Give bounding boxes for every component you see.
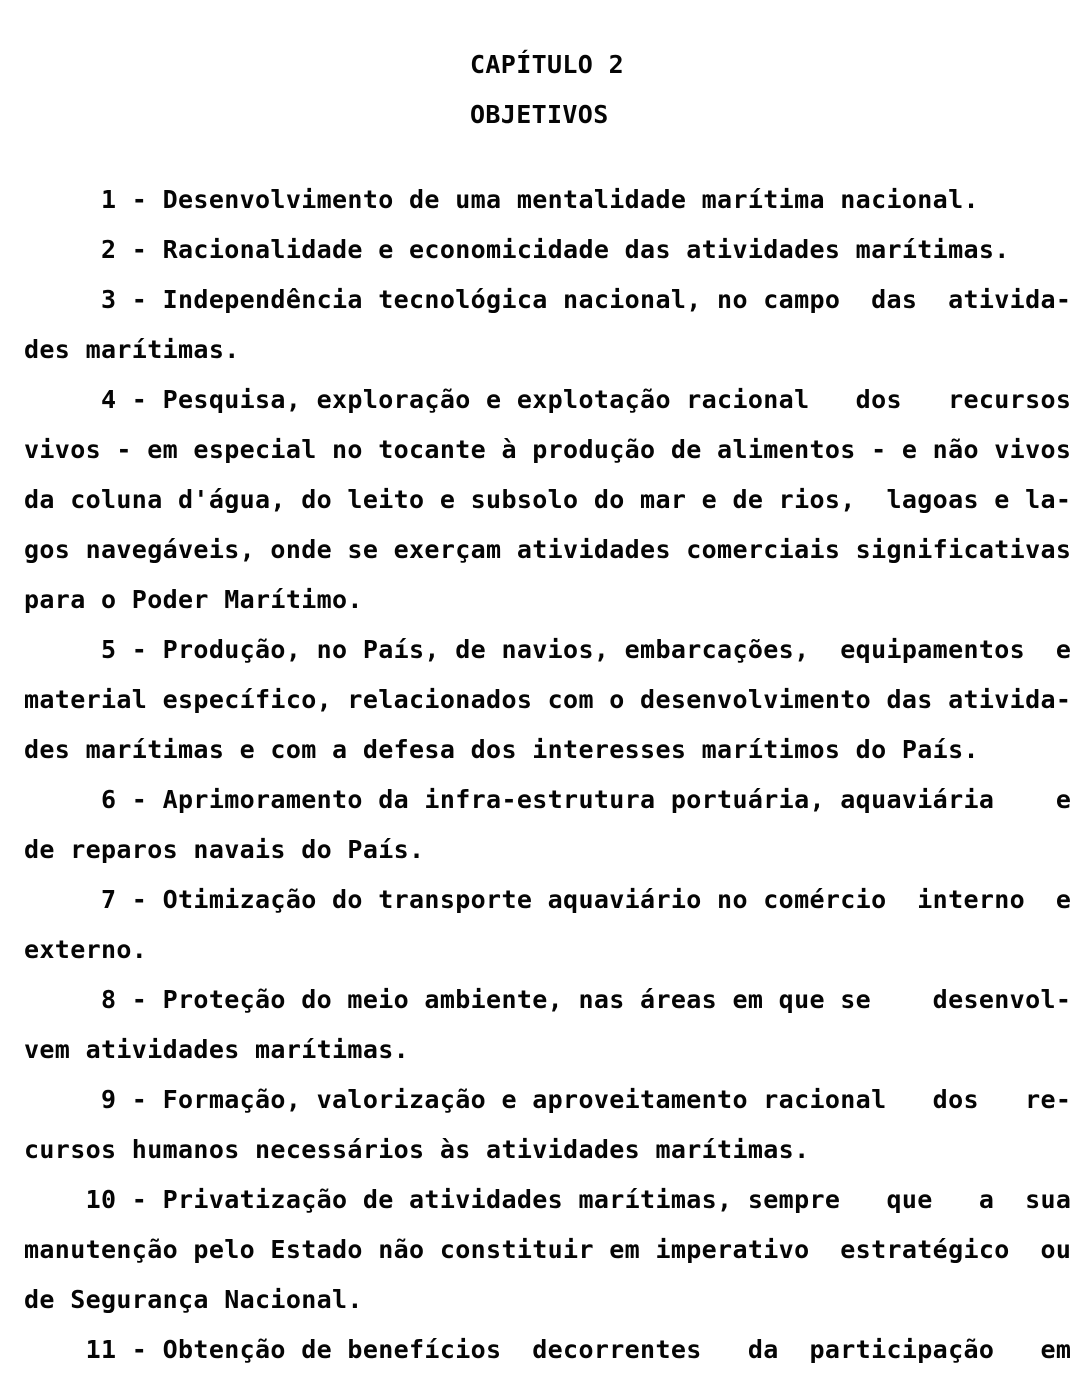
body-line-11: material específico, relacionados com o desenvolvimento das ativida- [24, 685, 1072, 714]
body-line-04: des marítimas. [24, 335, 240, 364]
body-line-23: de Segurança Nacional. [24, 1285, 363, 1314]
body-line-21: 10 - Privatização de atividades marítimas, sempre que a sua [24, 1185, 1072, 1214]
body-line-09: para o Poder Marítimo. [24, 585, 363, 614]
body-line-06: vivos - em especial no tocante à produção de alimentos - e não vivos [24, 435, 1072, 464]
body-line-17: 8 - Proteção do meio ambiente, nas áreas em que se desenvol- [24, 985, 1072, 1014]
body-line-02: 2 - Racionalidade e economicidade das atividades marítimas. [24, 235, 1010, 264]
body-line-08: gos navegáveis, onde se exerçam atividades comerciais significativas [24, 535, 1072, 564]
body-line-22: manutenção pelo Estado não constituir em imperativo estratégico ou [24, 1235, 1072, 1264]
chapter-title: CAPÍTULO 2 [470, 50, 625, 79]
body-line-20: cursos humanos necessários às atividades marítimas. [24, 1135, 810, 1164]
body-line-07: da coluna d'água, do leito e subsolo do mar e de rios, lagoas e la- [24, 485, 1072, 514]
body-line-19: 9 - Formação, valorização e aproveitamento racional dos re- [24, 1085, 1072, 1114]
body-line-03: 3 - Independência tecnológica nacional, no campo das ativida- [24, 285, 1072, 314]
body-line-13: 6 - Aprimoramento da infra-estrutura portuária, aquaviária e [24, 785, 1072, 814]
chapter-header [24, 40, 1086, 140]
body-line-18: vem atividades marítimas. [24, 1035, 410, 1064]
body-line-05: 4 - Pesquisa, exploração e explotação racional dos recursos [24, 385, 1072, 414]
body-line-16: externo. [24, 935, 148, 964]
body-line-24: 11 - Obtenção de benefícios decorrentes da participação em [24, 1335, 1072, 1364]
body-line-14: de reparos navais do País. [24, 835, 425, 864]
chapter-subtitle: OBJETIVOS [470, 100, 609, 129]
objectives-list [24, 175, 1086, 1375]
body-line-01: 1 - Desenvolvimento de uma mentalidade marítima nacional. [24, 185, 979, 214]
body-line-15: 7 - Otimização do transporte aquaviário no comércio interno e [24, 885, 1072, 914]
body-line-12: des marítimas e com a defesa dos interesses marítimos do País. [24, 735, 979, 764]
body-line-10: 5 - Produção, no País, de navios, embarcações, equipamentos e [24, 635, 1072, 664]
